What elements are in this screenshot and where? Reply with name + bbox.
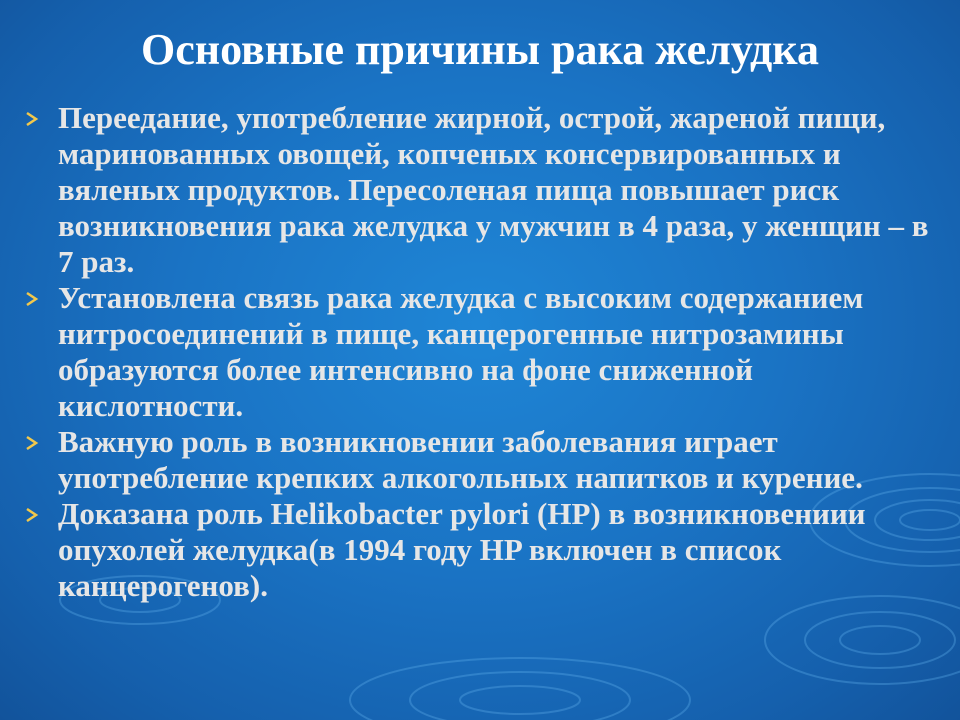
bullet-list	[24, 100, 934, 604]
bullet-item	[24, 100, 934, 280]
bullet-item	[24, 496, 934, 604]
bullet-text: Переедание, употребление жирной, острой, жареной пищи, маринованных овощей, копченых консервированных и вяленых продуктов. Пересоленая пища повышает риск возникновения рака желудка у мужчин в 4 раза, у женщин – в 7 раз.	[58, 100, 929, 279]
chevron-right-icon	[24, 507, 40, 523]
bullet-item	[24, 424, 934, 496]
bullet-text: Установлена связь рака желудка с высоким содержанием нитросоединений в пище, канцерогенные нитрозамины образуются более интенсивно на фоне сниженной кислотности.	[58, 280, 864, 423]
bullet-item	[24, 280, 934, 424]
bullet-text: Важную роль в возникновении заболевания играет употребление крепких алкогольных напитков и курение.	[58, 424, 863, 495]
chevron-right-icon	[24, 435, 40, 451]
slide-title: Основные причины рака желудка	[141, 25, 819, 74]
chevron-right-icon	[24, 291, 40, 307]
chevron-right-icon	[24, 111, 40, 127]
bullet-text: Доказана роль Helikobacter pylori (HP) в возникновениии опухолей желудка(в 1994 году HP включен в список канцерогенов).	[58, 496, 866, 603]
